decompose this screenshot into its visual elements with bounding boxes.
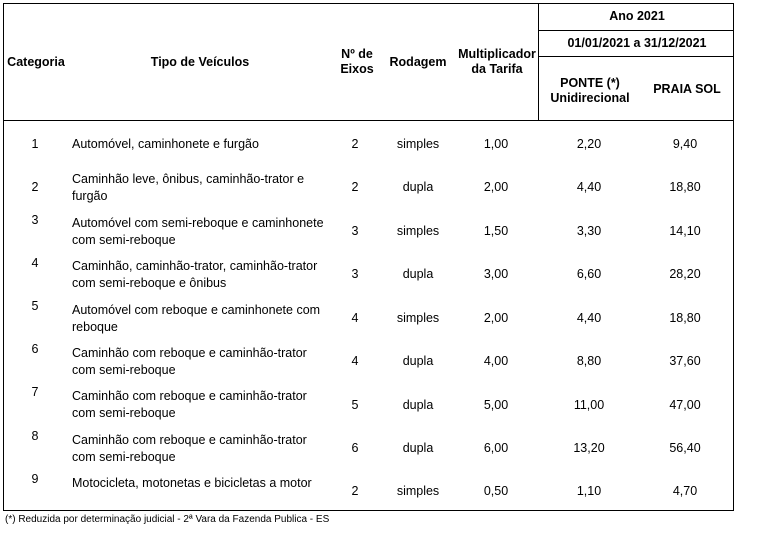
cell-eixos: 2 [351, 484, 359, 498]
cell-praia-sol: 56,40 [669, 441, 701, 455]
cell-eixos: 2 [351, 137, 359, 151]
header-periodo: 01/01/2021 a 31/12/2021 [567, 36, 707, 50]
cell-ponte: 1,10 [576, 484, 602, 498]
cell-tipo: Caminhão, caminhão-trator, caminhão-trator com semi-reboque e ônibus [72, 259, 318, 290]
cell-eixos: 3 [351, 224, 359, 238]
cell-tipo: Caminhão com reboque e caminhão-trator com semi-reboque [72, 433, 307, 464]
cell-categoria: 3 [31, 213, 39, 227]
cell-ponte: 2,20 [576, 137, 602, 151]
cell-ponte: 4,40 [576, 180, 602, 194]
cell-categoria: 9 [31, 472, 39, 486]
cell-categoria: 2 [31, 180, 39, 194]
cell-praia-sol: 4,70 [672, 484, 698, 498]
header-tipo-veiculos: Tipo de Veículos [150, 55, 250, 69]
cell-rodagem: simples [396, 484, 440, 498]
cell-rodagem: dupla [402, 180, 434, 194]
header-ponte: PONTE (*) Unidirecional [550, 76, 630, 105]
cell-ponte: 3,30 [576, 224, 602, 238]
cell-praia-sol: 28,20 [669, 267, 701, 281]
cell-praia-sol: 37,60 [669, 354, 701, 368]
header-praia-sol: PRAIA SOL [653, 82, 721, 96]
cell-rodagem: simples [396, 137, 440, 151]
cell-rodagem: simples [396, 311, 440, 325]
cell-multiplicador: 6,00 [483, 441, 509, 455]
cell-tipo: Motocicleta, motonetas e bicicletas a motor [72, 476, 312, 490]
cell-ponte: 6,60 [576, 267, 602, 281]
cell-ponte: 4,40 [576, 311, 602, 325]
cell-eixos: 6 [351, 441, 359, 455]
cell-praia-sol: 14,10 [669, 224, 701, 238]
cell-praia-sol: 47,00 [669, 398, 701, 412]
cell-ponte: 11,00 [573, 398, 605, 412]
cell-tipo: Automóvel, caminhonete e furgão [72, 137, 259, 151]
cell-multiplicador: 2,00 [483, 180, 509, 194]
cell-categoria: 4 [31, 256, 39, 270]
cell-multiplicador: 4,00 [483, 354, 509, 368]
cell-eixos: 5 [351, 398, 359, 412]
cell-multiplicador: 3,00 [483, 267, 509, 281]
cell-ponte: 8,80 [576, 354, 602, 368]
period-divider [538, 56, 734, 57]
header-divider [3, 120, 734, 121]
cell-tipo: Automóvel com reboque e caminhonete com reboque [72, 303, 321, 334]
header-eixos: Nº de Eixos [340, 47, 374, 76]
cell-categoria: 7 [31, 385, 39, 399]
cell-rodagem: dupla [402, 441, 434, 455]
cell-eixos: 4 [351, 311, 359, 325]
cell-multiplicador: 0,50 [483, 484, 509, 498]
cell-eixos: 3 [351, 267, 359, 281]
header-categoria: Categoria [7, 55, 65, 69]
cell-tipo: Caminhão leve, ônibus, caminhão-trator e furgão [72, 172, 305, 203]
cell-praia-sol: 18,80 [669, 180, 701, 194]
cell-rodagem: dupla [402, 398, 434, 412]
cell-multiplicador: 5,00 [483, 398, 509, 412]
cell-eixos: 2 [351, 180, 359, 194]
cell-rodagem: dupla [402, 354, 434, 368]
cell-rodagem: simples [396, 224, 440, 238]
cell-multiplicador: 2,00 [483, 311, 509, 325]
header-multiplicador: Multiplicador da Tarifa [458, 47, 536, 76]
cell-categoria: 1 [31, 137, 39, 151]
footnote: (*) Reduzida por determinação judicial - 2ª Vara da Fazenda Publica - ES [5, 514, 330, 525]
cell-multiplicador: 1,00 [483, 137, 509, 151]
cell-praia-sol: 18,80 [669, 311, 701, 325]
cell-multiplicador: 1,50 [483, 224, 509, 238]
cell-categoria: 8 [31, 429, 39, 443]
cell-tipo: Caminhão com reboque e caminhão-trator com semi-reboque [72, 346, 307, 377]
cell-categoria: 5 [31, 299, 39, 313]
cell-categoria: 6 [31, 342, 39, 356]
cell-ponte: 13,20 [573, 441, 605, 455]
header-rodagem: Rodagem [389, 55, 447, 69]
cell-tipo: Automóvel com semi-reboque e caminhonete com semi-reboque [72, 216, 324, 247]
cell-eixos: 4 [351, 354, 359, 368]
header-ano: Ano 2021 [609, 9, 665, 23]
cell-rodagem: dupla [402, 267, 434, 281]
cell-tipo: Caminhão com reboque e caminhão-trator com semi-reboque [72, 389, 307, 420]
cell-praia-sol: 9,40 [672, 137, 698, 151]
year-divider [538, 30, 734, 31]
